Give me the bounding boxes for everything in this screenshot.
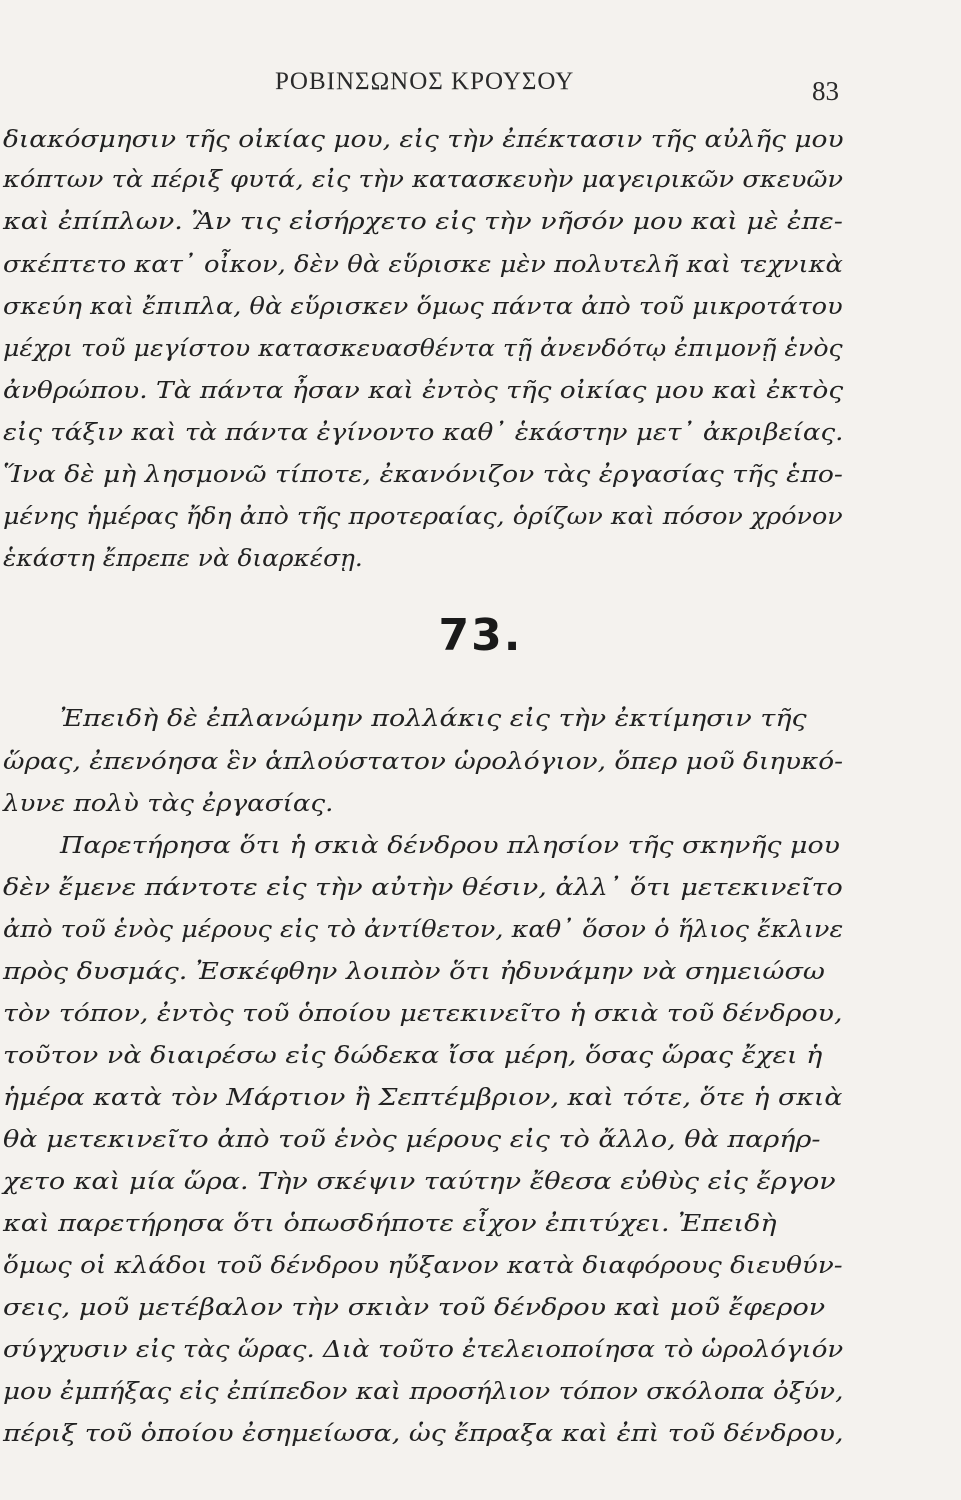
text-line: ὥρας, ἐπενόησα ἓν ἁπλούστατον ὡρολόγιον, ὅπερ μοῦ διηυκό- bbox=[3, 747, 844, 775]
text-line: λυνε πολὺ τὰς ἐργασίας. bbox=[3, 789, 334, 817]
text-line: Ἐπειδὴ δὲ ἐπλανώμην πολλάκις εἰς τὴν ἐκτίμησιν τῆς bbox=[60, 704, 807, 732]
text-line: μένης ἡμέρας ἤδη ἀπὸ τῆς προτεραίας, ὁρίζων καὶ πόσον χρόνον bbox=[3, 502, 843, 530]
text-line: σκέπτετο κατ᾽ οἶκον, δὲν θὰ εὕρισκε μὲν πολυτελῆ καὶ τεχνικὰ bbox=[3, 250, 843, 278]
text-line: σεις, μοῦ μετέβαλον τὴν σκιὰν τοῦ δένδρου καὶ μοῦ ἔφερον bbox=[3, 1293, 826, 1321]
text-line: καὶ παρετήρησα ὅτι ὁπωσδήποτε εἶχον ἐπιτύχει. Ἐπειδὴ bbox=[3, 1209, 777, 1237]
text-line: ἀπὸ τοῦ ἑνὸς μέρους εἰς τὸ ἀντίθετον, καθ᾽ ὅσον ὁ ἥλιος ἔκλινε bbox=[3, 915, 844, 943]
text-line: μου ἐμπήξας εἰς ἐπίπεδον καὶ προσήλιον τόπον σκόλοπα ὀξύν, bbox=[3, 1377, 844, 1405]
text-line: κόπτων τὰ πέριξ φυτά, εἰς τὴν κατασκευὴν μαγειρικῶν σκευῶν bbox=[3, 165, 844, 193]
text-line: σκεύη καὶ ἔπιπλα, θὰ εὕρισκεν ὅμως πάντα ἀπὸ τοῦ μικροτάτου bbox=[3, 292, 843, 320]
text-line: διακόσμησιν τῆς οἰκίας μου, εἰς τὴν ἐπέκτασιν τῆς αὐλῆς μου bbox=[3, 125, 844, 153]
text-line: ὅμως οἱ κλάδοι τοῦ δένδρου ηὔξανον κατὰ διαφόρους διευθύν- bbox=[3, 1251, 843, 1279]
section-number: 73. bbox=[438, 610, 523, 661]
text-line: τὸν τόπον, ἐντὸς τοῦ ὁποίου μετεκινεῖτο ἡ σκιὰ τοῦ δένδρου, bbox=[3, 999, 843, 1027]
text-line: χετο καὶ μία ὥρα. Τὴν σκέψιν ταύτην ἔθεσα εὐθὺς εἰς ἔργον bbox=[3, 1167, 836, 1195]
text-line: Ἵνα δὲ μὴ λησμονῶ τίποτε, ἐκανόνιζον τὰς ἐργασίας τῆς ἑπο- bbox=[3, 460, 843, 488]
text-line: πέριξ τοῦ ὁποίου ἐσημείωσα, ὡς ἔπραξα καὶ ἐπὶ τοῦ δένδρου, bbox=[3, 1419, 844, 1447]
text-line: Παρετήρησα ὅτι ἡ σκιὰ δένδρου πλησίον τῆς σκηνῆς μου bbox=[60, 831, 840, 859]
text-line: καὶ ἐπίπλων. Ἂν τις εἰσήρχετο εἰς τὴν νῆσόν μου καὶ μὲ ἐπε- bbox=[3, 207, 843, 235]
page-number: 83 bbox=[812, 76, 839, 106]
text-line: ἑκάστη ἔπρεπε νὰ διαρκέσῃ. bbox=[3, 544, 363, 572]
text-line: σύγχυσιν εἰς τὰς ὥρας. Διὰ τοῦτο ἐτελειοποίησα τὸ ὡρολόγιόν bbox=[3, 1335, 844, 1363]
running-title: ΡΟΒΙΝΣΩΝΟΣ ΚΡΟΥΣΟΥ bbox=[275, 68, 575, 95]
running-header bbox=[0, 62, 961, 106]
text-line: θὰ μετεκινεῖτο ἀπὸ τοῦ ἑνὸς μέρους εἰς τὸ ἄλλο, θὰ παρήρ- bbox=[3, 1125, 821, 1153]
text-line: ἡμέρα κατὰ τὸν Μάρτιον ἢ Σεπτέμβριον, καὶ τότε, ὅτε ἡ σκιὰ bbox=[3, 1083, 843, 1111]
text-line: ἀνθρώπου. Τὰ πάντα ἦσαν καὶ ἐντὸς τῆς οἰκίας μου καὶ ἐκτὸς bbox=[3, 376, 844, 404]
text-line: τοῦτον νὰ διαιρέσω εἰς δώδεκα ἴσα μέρη, ὅσας ὥρας ἔχει ἡ bbox=[3, 1041, 823, 1069]
text-line: δὲν ἔμενε πάντοτε εἰς τὴν αὐτὴν θέσιν, ἀλλ᾽ ὅτι μετεκινεῖτο bbox=[3, 873, 843, 901]
text-line: εἰς τάξιν καὶ τὰ πάντα ἐγίνοντο καθ᾽ ἑκάστην μετ᾽ ἀκριβείας. bbox=[3, 418, 844, 446]
text-line: πρὸς δυσμάς. Ἐσκέφθην λοιπὸν ὅτι ἠδυνάμην νὰ σημειώσω bbox=[3, 957, 825, 985]
text-line: μέχρι τοῦ μεγίστου κατασκευασθέντα τῇ ἀνενδότῳ ἐπιμονῇ ἑνὸς bbox=[3, 334, 843, 362]
